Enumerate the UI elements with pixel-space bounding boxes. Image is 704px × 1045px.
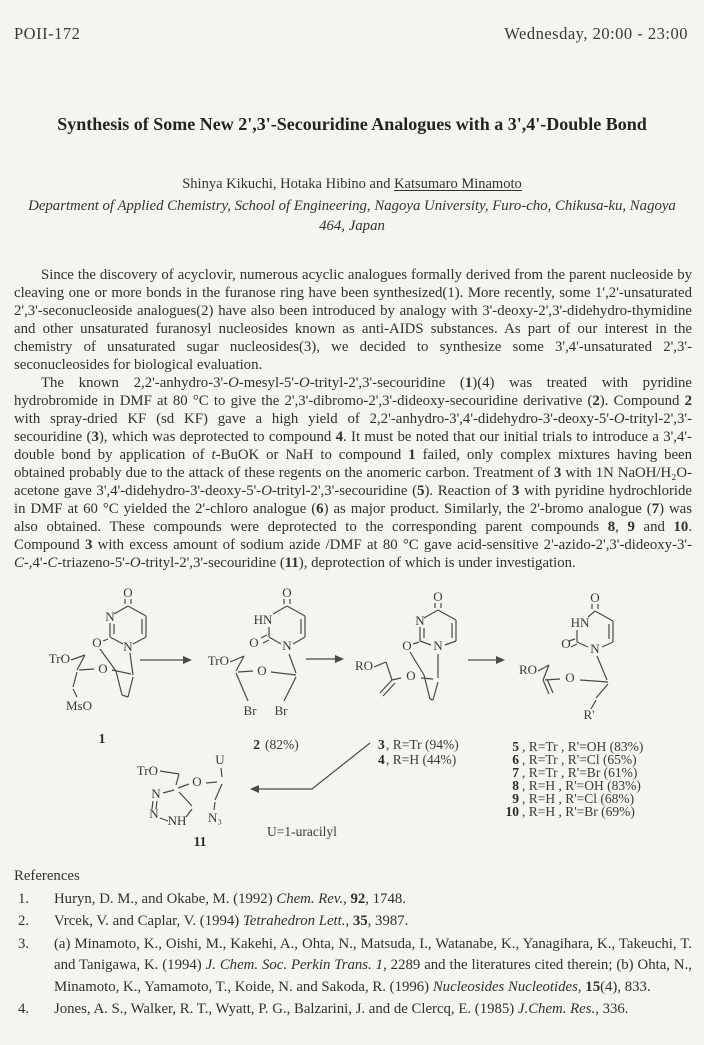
s11-trityloxy-label: TrO (136, 763, 158, 778)
authors-line: Shinya Kikuchi, Hotaka Hibino and Katsumaro Minamoto (182, 176, 522, 192)
s5-sugar-oxygen-bonds (545, 679, 608, 682)
reference-text: (a) Minamoto, K., Oishi, M., Kakehi, A., Ohta, N., Matsuda, I., Watanabe, K., Yanagihara, K., Takeuchi, T. and Tanigawa, K. (1994) J. Chem. Soc. Perkin Trans. 1, 2289 and the literatures cited therein; (b) Ohta, N., Minamoto, K., Yamamoto, T., Koide, N. and Sakoda, R. (1996) Nucleosides Nucleotides, 15(4), 833. (54, 935, 693, 995)
s1-mesyl-chain-bonds (73, 672, 77, 697)
s2-br-right-label: Br (274, 703, 288, 718)
uracilyl-legend: U=1-uracilyl (267, 824, 337, 839)
reference-text: Huryn, D. M., and Okabe, M. (1992) Chem. Rev., 92, 1748. (54, 891, 406, 907)
s11-n-top-label: N (151, 786, 161, 801)
session-code: POII-172 (14, 24, 81, 43)
s1-carbonyl-oxygen-label: O (123, 585, 133, 600)
s5-n1-label: N (590, 641, 600, 656)
structure-5 (506, 590, 644, 819)
s1-cage-bonds (116, 671, 133, 697)
s3-anhydro-oxygen-label: O (402, 638, 412, 653)
arrow-11-head (250, 785, 259, 793)
s5-rprime-label: R' (583, 707, 595, 722)
s1-n3-label: N (105, 609, 115, 624)
s2-trityl-chain-bonds (230, 656, 244, 671)
list-row-4-text: , R=H , R'=OH (83%) (522, 778, 641, 793)
structure-1 (49, 585, 146, 746)
list-row-3-text: , R=Tr , R'=Br (61%) (522, 765, 638, 780)
list-row-1-text: , R=Tr , R'=OH (83%) (522, 739, 644, 754)
s11-u-bond (221, 768, 222, 777)
s3-n1-label: N (433, 638, 443, 653)
structure-3 (355, 589, 459, 767)
s11-nh-label: NH (167, 813, 187, 828)
s2-caption-yield: (82%) (265, 737, 299, 752)
reaction-arrow-1 (140, 656, 192, 664)
s5-ro-chain-bonds (538, 665, 549, 680)
s5-hn-label: HN (570, 615, 590, 630)
s2-c2-oxygen-label: O (249, 635, 259, 650)
list-row-5-number: 9 (512, 791, 519, 806)
body-paragraph-2: The known 2,2'-anhydro-3'-O-mesyl-5'-O-trityl-2',3'-secouridine (1)(4) was treated with pyridine hydrobromide in DMF at 80 °C to give the 2',3'-dibromo-2',3'-dideoxy-secouridine derivative (2). Compound 2 with spray-dried KF (sd KF) gave a high yield of 2,2'-anhydro-3',4'-didehydro-3'-deoxy-5'-O-trityl-2',3'-secouridine (3), which was deprotected to compound 4. It must be noted that our initial trials to introduce a 3',4'-double bond by application of t-BuOK or NaH to compound 1 failed, only complex mixtures having been obtained probably due to the attack of these regents on the anomeric carbon. Treatment of 3 with 1N NaOH/H₂O-acetone gave 3',4'-didehydro-3'-deoxy-5'-O-trityl-2',3'-secouridine (5). Reaction of 3 with pyridine hydrochloride in DMF at 60 °C yielded the 2'-chloro analogue (6) as major product. Similarly, the 2'-bromo analogue (7) was also obtained. These compounds were deprotected to the corresponding parent compounds 8, 9 and 10. Compound 3 with excess amount of sodium azide /DMF at 80 °C gave acid-sensitive 2'-azido-2',3'-dideoxy-3'-C-,4'-C-triazeno-5'-O-trityl-2',3'-secouridine (11), deprotection of which is under investigation. (14, 375, 693, 571)
reference-item (14, 889, 692, 910)
s3-row2-text: , R=H (44%) (386, 752, 457, 767)
arrow-3-head (496, 656, 505, 664)
reference-number: 4. (18, 1001, 30, 1018)
s11-uracilyl-label: U (215, 752, 225, 767)
s1-compound-number: 1 (98, 731, 106, 746)
s2-n1-label: N (282, 638, 292, 653)
s5-n1-c1-bond (597, 656, 607, 680)
list-row-2-number: 6 (512, 752, 519, 767)
s2-hn-label: HN (253, 612, 273, 627)
reaction-arrow-2 (306, 655, 344, 663)
s3-exo-methylene-double-bond (380, 680, 395, 696)
paper-title: Synthesis of Some New 2',3'-Secouridine Analogues with a 3',4'-Double Bond (57, 114, 647, 134)
reference-number: 2. (18, 913, 30, 930)
reaction-scheme (0, 583, 704, 861)
s3-sugar-oxygen-label: O (406, 668, 416, 683)
s5-rprime-chain-bonds (591, 684, 608, 709)
s1-trityl-chain-bonds (71, 655, 85, 670)
s1-mesyloxy-label: MsO (65, 698, 93, 713)
list-row-1-number: 5 (512, 739, 519, 754)
s3-n3-label: N (415, 613, 425, 628)
s11-n-bottom-label: N (149, 806, 159, 821)
s2-sugar-oxygen-bonds (238, 671, 296, 675)
list-row-6-number: 10 (505, 804, 519, 819)
s5-sugar-oxygen-label: O (565, 670, 575, 685)
s2-c2-double-bond (261, 635, 269, 643)
list-row-4-number: 8 (512, 778, 519, 793)
s5-c2-oxygen-label: O (561, 636, 571, 651)
s2-caption-number: 2 (253, 737, 260, 752)
s5-exo-methylene-double-bond (543, 679, 553, 694)
reference-item (14, 934, 692, 998)
s2-n1-c1-bond (289, 654, 296, 673)
list-row-5-text: , R=H , R'=Cl (68%) (522, 791, 635, 806)
s11-azide-chain-bonds (214, 784, 222, 810)
arrow-2-head (335, 655, 344, 663)
reference-text: Jones, A. S., Walker, R. T., Wyatt, P. G., Balzarini, J. and de Clercq, E. (1985) J.Chem. Res., 336. (54, 1001, 629, 1018)
s3-ro-chain-bonds (374, 662, 392, 680)
s11-azide-label: N₃ (208, 810, 222, 825)
session-time: Wednesday, 20:00 - 23:00 (504, 24, 688, 43)
s1-anhydro-oxygen-label: O (92, 635, 102, 650)
reference-text: Vrcek, V. and Caplar, V. (1994) Tetrahedron Lett., 35, 3987. (54, 913, 409, 930)
s2-br-left-label: Br (243, 703, 257, 718)
s3-ro-label: RO (354, 658, 373, 673)
reference-item (14, 911, 692, 932)
list-row-2-text: , R=Tr , R'=Cl (65%) (522, 752, 637, 767)
structure-11 (137, 752, 337, 849)
s2-sugar-oxygen-label: O (257, 663, 267, 678)
list-row-3-number: 7 (512, 765, 519, 780)
s11-ring-oxygen-label: O (192, 774, 202, 789)
s1-sugar-oxygen-label: O (98, 661, 108, 676)
s3-row2-number: 4 (378, 752, 385, 767)
s5-carbonyl-oxygen-label: O (590, 590, 600, 605)
s2-trityloxy-label: TrO (207, 653, 229, 668)
references-section (14, 868, 692, 1021)
list-row-6-text: , R=H , R'=Br (69%) (522, 804, 635, 819)
s5-ro-label: RO (518, 662, 537, 677)
affiliation-line: Department of Applied Chemistry, School of Engineering, Nagoya University, Furo-cho, Chikusa-ku, Nagoya 464, Japan (28, 198, 676, 234)
page-header (14, 24, 688, 44)
s11-compound-number: 11 (193, 834, 207, 849)
s1-trityloxy-label: TrO (48, 651, 70, 666)
compound-list (506, 739, 644, 819)
reaction-arrow-3 (468, 656, 505, 664)
reference-number: 1. (18, 891, 30, 907)
arrow-1-head (183, 656, 192, 664)
reference-item (14, 999, 692, 1020)
s3-row1-text: , R=Tr (94%) (386, 737, 459, 752)
structure-2 (208, 585, 305, 752)
s3-carbonyl-oxygen-label: O (433, 589, 443, 604)
s2-carbonyl-oxygen-label: O (282, 585, 292, 600)
s11-trityl-chain-bonds (160, 771, 179, 785)
references-heading: References (14, 868, 80, 884)
s3-row1-number: 3 (378, 737, 385, 752)
reference-number: 3. (18, 935, 30, 952)
body-paragraph-1: Since the discovery of acyclovir, numerous acyclic analogues formally derived from the parent nucleoside by cleaving one or more bonds in the furanose ring have been synthesized(1). More recently, some 1',2'-unsaturated 2',3'-seconucleoside analogues(2) have also been introduced by analogy with 3'-deoxy-2',3'-didehydro-thymidine and other unsaturated furanosyl nucleosides known as anti-AIDS substances. As part of our interest in the chemistry of unsaturated sugar nucleosides(3), we decided to synthesize some 3',4'-unsaturated 2',3'-seconucleosides for biological evaluation. (14, 267, 692, 373)
s1-n1-label: N (123, 639, 133, 654)
